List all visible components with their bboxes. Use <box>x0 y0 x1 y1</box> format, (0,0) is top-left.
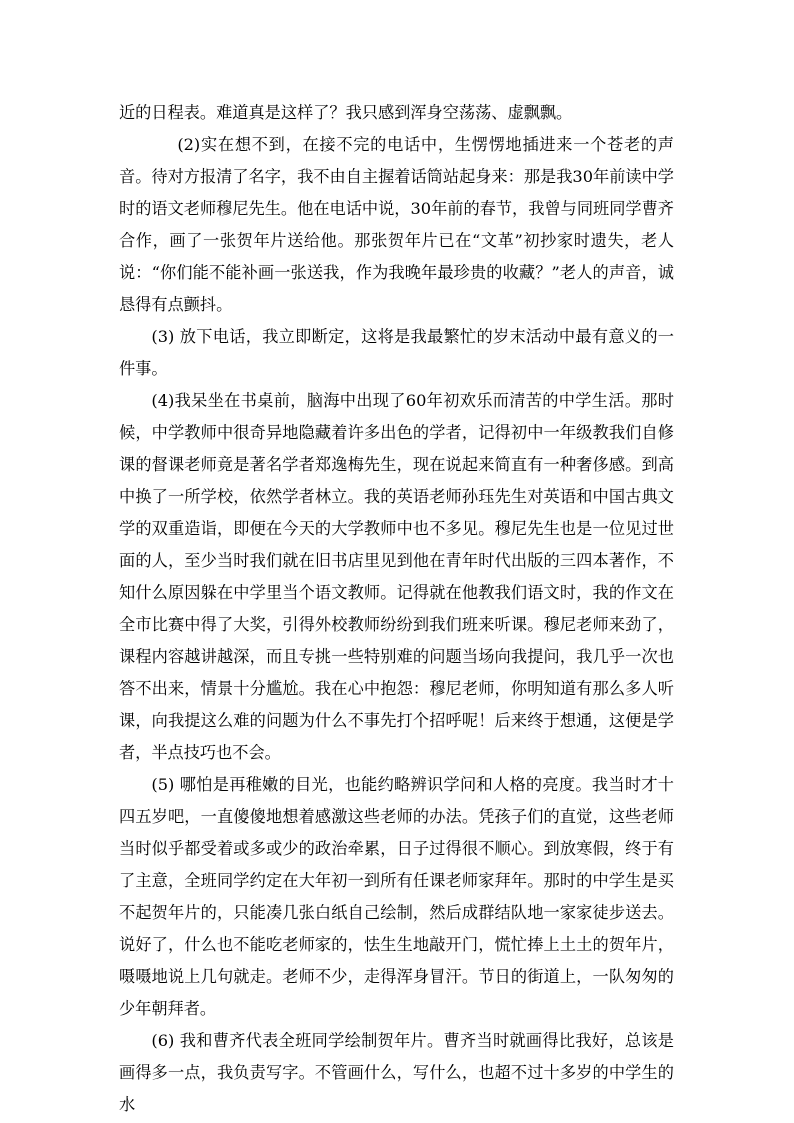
paragraph-6: (6) 我和曹齐代表全班同学绘制贺年片。曹齐当时就画得比我好，总该是画得多一点，我负责写字。不管画什么，写什么，也超不过十多岁的中学生的水 <box>119 1031 674 1114</box>
paragraph-2: (2)实在想不到，在接不完的电话中，生愣愣地插进来一个苍老的声音。待对方报清了名字，我不由自主握着话筒站起身来：那是我30年前读中学时的语文老师穆尼先生。他在电话中说，30年前的春节，我曾与同班同学曹齐合作，画了一张贺年片送给他。那张贺年片已在“文革”初抄家时遗失，老人说：“你们能不能补画一张送我，作为我晚年最珍贵的收藏？”老人的声音，诚恳得有点颤抖。 <box>119 135 674 314</box>
paragraph-5: (5) 哪怕是再稚嫩的目光，也能约略辨识学问和人格的亮度。我当时才十四五岁吧，一直傻傻地想着感激这些老师的办法。凭孩子们的直觉，这些老师当时似乎都受着或多或少的政治牵累，日子过得很不顺心。到放寒假，终于有了主意，全班同学约定在大年初一到所有任课老师家拜年。那时的中学生是买不起贺年片的，只能凑几张白纸自己绘制，然后成群结队地一家家徒步送去。说好了，什么也不能吃老师家的，怯生生地敲开门，慌忙捧上土土的贺年片，嗫嗫地说上几句就走。老师不少，走得浑身冒汗。节日的街道上，一队匆匆的少年朝拜者。 <box>119 775 674 1018</box>
paragraph-3: (3) 放下电话，我立即断定，这将是我最繁忙的岁末活动中最有意义的一件事。 <box>119 327 674 378</box>
paragraph-4: (4)我呆坐在书桌前，脑海中出现了60年初欢乐而清苦的中学生活。那时候，中学教师中很奇异地隐藏着许多出色的学者，记得初中一年级教我们自修课的督课老师竟是著名学者郑逸梅先生，现在说起来简直有一种奢侈感。到高中换了一所学校，依然学者林立。我的英语老师孙珏先生对英语和中国古典文学的双重造诣，即便在今天的大学教师中也不多见。穆尼先生也是一位见过世面的人，至少当时我们就在旧书店里见到他在青年时代出版的三四本著作，不知什么原因躲在中学里当个语文教师。记得就在他教我们语文时，我的作文在全市比赛中得了大奖，引得外校教师纷纷到我们班来听课。穆尼老师来劲了，课程内容越讲越深，而且专挑一些特别难的问题当场向我提问，我几乎一次也答不出来，情景十分尴尬。我在心中抱怨：穆尼老师，你明知道有那么多人听课，向我提这么难的问题为什么不事先打个招呼呢！后来终于想通，这便是学者，半点技巧也不会。 <box>119 391 674 762</box>
paragraph-1-continuation: 近的日程表。难道真是这样了？我只感到浑身空荡荡、虚飘飘。 <box>119 103 573 122</box>
essay-body <box>119 97 674 1121</box>
